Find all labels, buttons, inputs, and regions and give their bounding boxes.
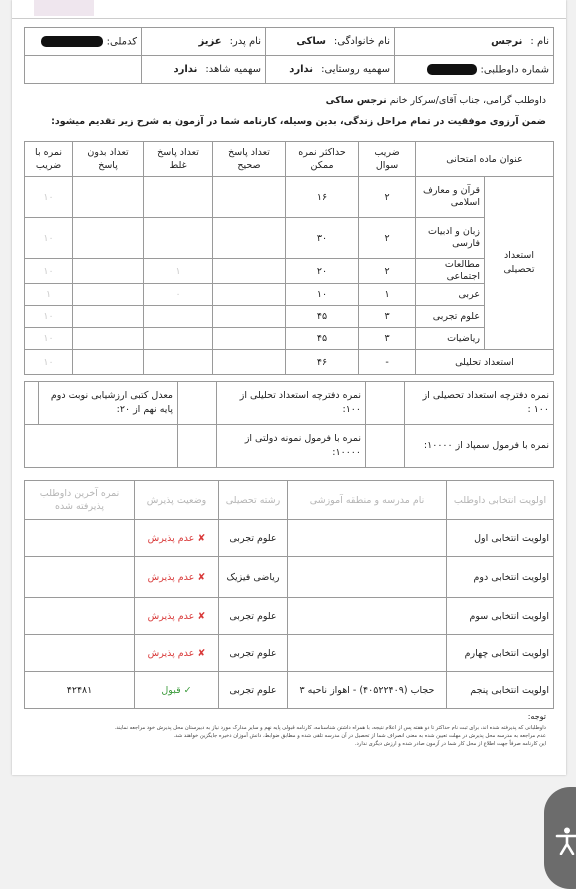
- school-choices-table: [24, 480, 554, 709]
- applicant-number-label: شماره داوطلبی:: [480, 64, 549, 76]
- header-subject: عنوان ماده امتحانی: [416, 142, 554, 177]
- school-cell: [288, 557, 447, 598]
- empty-cell: [25, 56, 142, 84]
- header-last-score: نمره آخرین داوطلب پذیرفته شده: [25, 481, 135, 520]
- rural-quota-value: ندارد: [289, 64, 314, 75]
- blank-cell: [73, 259, 144, 284]
- table-row: [25, 520, 554, 557]
- blank-cell: [73, 328, 144, 350]
- note-line: این کارنامه صرفاً جهت اطلاع از محل کار شما در آزمون صادر شده و ارزش دیگری ندارد.: [354, 741, 546, 747]
- info-row: [25, 28, 554, 56]
- subject-cell: علوم تجربی: [416, 306, 485, 328]
- header-status: وضعیت پذیرش: [135, 481, 219, 520]
- ninth-grade-average: معدل کتبی ارزشیابی نوبت دوم پایه نهم از ۲۰:: [39, 382, 178, 425]
- blank-cell: [73, 177, 144, 218]
- analytic-booklet-value: [178, 382, 217, 425]
- table-row: [25, 598, 554, 635]
- table-row: [25, 635, 554, 672]
- summary-scores-table: [24, 381, 554, 468]
- max-cell: ۱۶: [286, 177, 359, 218]
- coef-cell: ۳: [359, 328, 416, 350]
- school-cell: [288, 635, 447, 672]
- rural-quota-cell: [266, 56, 395, 84]
- max-cell: ۲۰: [286, 259, 359, 284]
- field-cell: علوم تجربی: [219, 520, 288, 557]
- priority-cell: اولویت انتخابی پنجم: [447, 672, 554, 709]
- wrong-cell: [144, 328, 213, 350]
- summary-row: [25, 382, 554, 425]
- rural-quota-label: سهمیه روستایی:: [321, 64, 390, 75]
- analytic-booklet-score: نمره دفترچه استعداد تحلیلی از ۱۰۰:: [217, 382, 366, 425]
- table-row: [25, 284, 554, 306]
- blank-cell: [73, 306, 144, 328]
- school-cell: [288, 598, 447, 635]
- priority-cell: اولویت انتخابی چهارم: [447, 635, 554, 672]
- correct-cell: [213, 328, 286, 350]
- greeting-text: داوطلب گرامی، جناب آقای/سرکار خانم: [389, 95, 546, 106]
- score-cell: ۱۰: [25, 218, 73, 259]
- table-row: [25, 350, 554, 375]
- national-code-cell: [25, 28, 142, 56]
- wrong-cell: [144, 350, 213, 375]
- applicant-info-table: [24, 27, 554, 84]
- table-row: [25, 557, 554, 598]
- greeting-name: نرجس ساکی: [325, 95, 387, 106]
- priority-cell: اولویت انتخابی دوم: [447, 557, 554, 598]
- martyr-quota-value: ندارد: [173, 64, 198, 75]
- last-name: ساکی: [296, 36, 326, 47]
- father-name-cell: [142, 28, 266, 56]
- academic-booklet-score: نمره دفترچه استعداد تحصیلی از ۱۰۰ :: [405, 382, 554, 425]
- correct-cell: [213, 284, 286, 306]
- first-name-label: نام :: [530, 36, 549, 47]
- correct-cell: [213, 350, 286, 375]
- max-cell: ۴۵: [286, 328, 359, 350]
- max-cell: ۳۰: [286, 218, 359, 259]
- score-cell: ۱۰: [25, 328, 73, 350]
- scores-table: [24, 141, 554, 375]
- top-margin: [12, 0, 566, 19]
- field-cell: ریاضی فیزیک: [219, 557, 288, 598]
- subject-cell: عربی: [416, 284, 485, 306]
- table-row: [25, 672, 554, 709]
- correct-cell: [213, 306, 286, 328]
- header-wrong: تعداد پاسخ غلط: [144, 142, 213, 177]
- accessibility-icon: [555, 827, 576, 855]
- wrong-cell: ۰: [144, 284, 213, 306]
- header-blank: تعداد بدون پاسخ: [73, 142, 144, 177]
- max-cell: ۱۰: [286, 284, 359, 306]
- blank-cell: [73, 218, 144, 259]
- wrong-cell: [144, 218, 213, 259]
- coef-cell: ۲: [359, 218, 416, 259]
- max-cell: ۴۶: [286, 350, 359, 375]
- redacted-applicant-number: [427, 64, 477, 75]
- sampad-formula-score: نمره با فرمول سمپاد از ۱۰۰۰۰:: [405, 425, 554, 468]
- field-cell: علوم تجربی: [219, 635, 288, 672]
- redacted-national-code: [41, 36, 103, 47]
- scores-header-row: [25, 142, 554, 177]
- last-score-cell: ۴۲۴۸۱: [25, 672, 135, 709]
- applicant-number-cell: [395, 56, 554, 84]
- father-name: عزیز: [198, 36, 222, 47]
- field-cell: علوم تجربی: [219, 598, 288, 635]
- header-priority: اولویت انتخابی داوطلب: [447, 481, 554, 520]
- last-score-cell: [25, 598, 135, 635]
- table-row: [25, 218, 554, 259]
- note-line: داوطلبانی که پذیرفته شده اند، برای ثبت نام حداکثر تا دو هفته پس از اعلام نتیجه، با همراه داشتن شناسنامه، کارنامه قبولی پایه نهم و سایر مدارک مورد نیاز به دبیرستان محل پذیرش خود مراجعه نمایند.: [114, 725, 546, 731]
- father-name-label: نام پدر:: [229, 36, 261, 47]
- coef-cell: ۲: [359, 259, 416, 284]
- last-score-cell: [25, 557, 135, 598]
- last-score-cell: [25, 635, 135, 672]
- notes-section: [26, 712, 546, 748]
- notes-title: توجه:: [527, 712, 546, 721]
- subject-cell: مطالعات اجتماعی: [416, 259, 485, 284]
- wrong-cell: [144, 306, 213, 328]
- table-row: [25, 177, 554, 218]
- header-score: نمره با ضریب: [25, 142, 73, 177]
- coef-cell: ۳: [359, 306, 416, 328]
- group-label: استعداد تحصیلی: [485, 177, 554, 350]
- report-card-page: [12, 0, 566, 775]
- coef-cell: ۱: [359, 284, 416, 306]
- choices-header-row: [25, 481, 554, 520]
- coef-cell: -: [359, 350, 416, 375]
- blank-cell: [73, 350, 144, 375]
- status-badge: ✘ عدم پذیرش: [135, 520, 219, 557]
- subject-cell: ریاضیات: [416, 328, 485, 350]
- national-code-label: کدملی:: [106, 36, 137, 48]
- status-badge: ✘ عدم پذیرش: [135, 635, 219, 672]
- header-correct: تعداد پاسخ صحیح: [213, 142, 286, 177]
- table-row: [25, 259, 554, 284]
- martyr-quota-cell: [142, 56, 266, 84]
- ninth-grade-average-value: [25, 382, 39, 425]
- header-coef: ضریب سوال: [359, 142, 416, 177]
- last-score-cell: [25, 520, 135, 557]
- header-school: نام مدرسه و منطقه آموزشی: [288, 481, 447, 520]
- wrong-cell: ۱: [144, 259, 213, 284]
- info-row: [25, 56, 554, 84]
- martyr-quota-label: سهمیه شاهد:: [205, 64, 261, 75]
- status-badge: ✘ عدم پذیرش: [135, 557, 219, 598]
- academic-booklet-value: [366, 382, 405, 425]
- school-cell: [288, 520, 447, 557]
- score-cell: ۱۰: [25, 177, 73, 218]
- score-cell: ۱۰: [25, 306, 73, 328]
- state-school-formula-score: نمره با فرمول نمونه دولتی از ۱۰۰۰۰:: [217, 425, 366, 468]
- school-cell: حجاب (۴۰۵۲۲۴۰۹) - اهواز ناحیه ۳: [288, 672, 447, 709]
- subject-cell: زبان و ادبیات فارسی: [416, 218, 485, 259]
- first-name-cell: [395, 28, 554, 56]
- first-name: نرجس: [491, 36, 523, 47]
- score-cell: ۱۰: [25, 259, 73, 284]
- priority-cell: اولویت انتخابی اول: [447, 520, 554, 557]
- table-row: [25, 328, 554, 350]
- accessibility-button[interactable]: [544, 787, 576, 889]
- max-cell: ۴۵: [286, 306, 359, 328]
- correct-cell: [213, 218, 286, 259]
- last-name-cell: [266, 28, 395, 56]
- subject-cell: قرآن و معارف اسلامی: [416, 177, 485, 218]
- wrong-cell: [144, 177, 213, 218]
- greeting-line: [26, 95, 546, 106]
- status-badge: ✓ قبول: [135, 672, 219, 709]
- header-field: رشته تحصیلی: [219, 481, 288, 520]
- last-name-label: نام خانوادگی:: [333, 36, 390, 47]
- priority-cell: اولویت انتخابی سوم: [447, 598, 554, 635]
- field-cell: علوم تجربی: [219, 672, 288, 709]
- table-row: [25, 306, 554, 328]
- correct-cell: [213, 259, 286, 284]
- correct-cell: [213, 177, 286, 218]
- header-stamp: [34, 0, 94, 16]
- state-school-formula-value: [178, 425, 217, 468]
- summary-row: [25, 425, 554, 468]
- intro-text: ضمن آرزوی موفقیت در تمام مراحل زندگی، بدین وسیله، کارنامه شما در آزمون به شرح زیر تقدیم میشود:: [51, 116, 546, 127]
- score-cell: ۱: [25, 284, 73, 306]
- sampad-formula-value: [366, 425, 405, 468]
- note-line: عدم مراجعه به مدرسه محل پذیرش در مهلت تعیین شده به معنی انصراف شما از تحصیل در آن مدرسه تلقی شده و مطابق ضوابط، دانش آموزان ذخیره جایگزین خواهند شد.: [173, 733, 546, 739]
- score-cell: ۱۰: [25, 350, 73, 375]
- status-badge: ✘ عدم پذیرش: [135, 598, 219, 635]
- blank-cell: [73, 284, 144, 306]
- header-max: حداکثر نمره ممکن: [286, 142, 359, 177]
- empty-cell: [25, 425, 178, 468]
- coef-cell: ۲: [359, 177, 416, 218]
- analytic-subject-cell: استعداد تحلیلی: [416, 350, 554, 375]
